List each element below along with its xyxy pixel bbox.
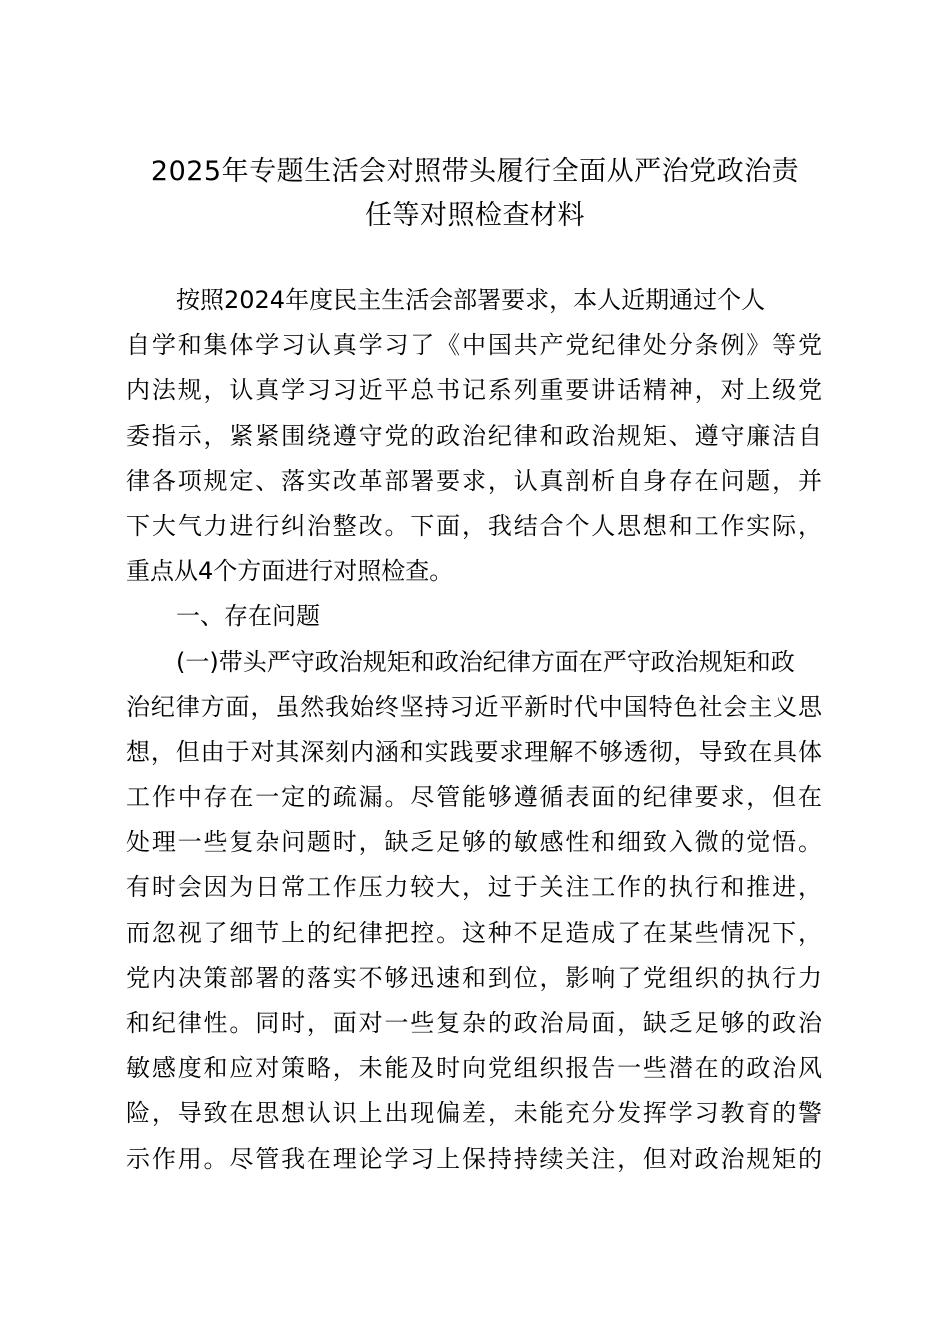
paragraph-line: 委指示，紧紧围绕遵守党的政治纪律和政治规矩、遵守廉洁自 <box>126 421 822 450</box>
paragraph-line: 险，导致在思想认识上出现偏差，未能充分发挥学习教育的警 <box>126 1099 822 1128</box>
title-line-2: 任等对照检查材料 <box>365 200 585 231</box>
paragraph-line: 工作中存在一定的疏漏。尽管能够遵循表面的纪律要求，但在 <box>126 783 822 812</box>
paragraph-line: 内法规，认真学习习近平总书记系列重要讲话精神，对上级党 <box>126 376 822 405</box>
paragraph-line: 处理一些复杂问题时，缺乏足够的敏感性和细致入微的觉悟。 <box>126 828 822 857</box>
paragraph-line: 治纪律方面，虽然我始终坚持习近平新时代中国特色社会主义思 <box>126 692 822 721</box>
paragraph-line: 示作用。尽管我在理论学习上保持持续关注，但对政治规矩的 <box>126 1144 822 1173</box>
paragraph-line: 而忽视了细节上的纪律把控。这种不足造成了在某些情况下， <box>126 918 822 947</box>
paragraph-line: 和纪律性。同时，面对一些复杂的政治局面，缺乏足够的政治 <box>126 1009 822 1037</box>
paragraph-line: 下大气力进行纠治整改。下面，我结合个人思想和工作实际， <box>126 511 822 540</box>
document-title <box>120 150 830 238</box>
paragraph-line: (一)带头严守政治规矩和政治纪律方面在严守政治规矩和政 <box>176 647 795 676</box>
paragraph-line: 按照2024年度民主生活会部署要求，本人近期通过个人 <box>176 286 766 314</box>
paragraph-line: 律各项规定、落实改革部署要求，认真剖析自身存在问题，并 <box>126 466 822 495</box>
paragraph-line: 自学和集体学习认真学习了《中国共产党纪律处分条例》等党 <box>126 331 822 360</box>
section-heading: 一、存在问题 <box>176 602 320 631</box>
paragraph-line: 敏感度和应对策略，未能及时向党组织报告一些潜在的政治风 <box>126 1054 822 1083</box>
title-line-1: 2025年专题生活会对照带头履行全面从严治党政治责 <box>150 156 800 187</box>
paragraph-line: 想，但由于对其深刻内涵和实践要求理解不够透彻，导致在具体 <box>126 737 822 766</box>
paragraph-line: 党内决策部署的落实不够迅速和到位，影响了党组织的执行力 <box>126 963 822 992</box>
paragraph-line: 有时会因为日常工作压力较大，过于关注工作的执行和推进， <box>126 873 822 902</box>
paragraph-line: 重点从4个方面进行对照检查。 <box>126 557 454 586</box>
document-body <box>126 278 822 1182</box>
